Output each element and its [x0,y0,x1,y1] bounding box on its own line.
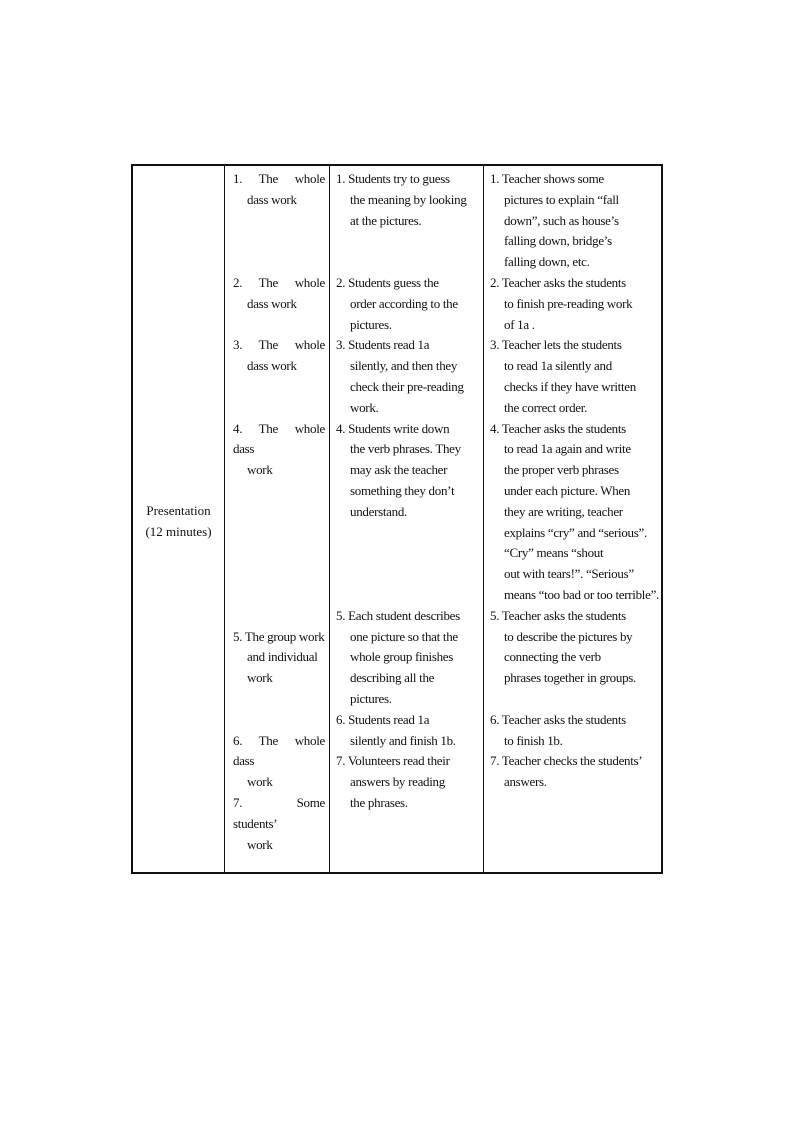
cell-line: dass work [247,295,297,311]
cell-line: the proper verb phrases [504,462,619,478]
cell-line: to describe the pictures by [504,628,633,644]
cell-line: the correct order. [504,399,588,415]
cell-line [233,252,325,273]
cell-line: something they don’t [350,482,455,498]
cell-line: they are writing, teacher [504,503,623,519]
cell-line: falling down, bridge’s [504,233,612,249]
cell-line [233,398,325,419]
cell-line: down”, such as house’s [504,212,619,228]
cell-line [233,377,325,398]
cell-line [336,543,479,564]
cell-line: 1. The whole [233,171,325,186]
cell-line: dass work [247,358,297,374]
cell-line [336,523,479,544]
cell-line: 6. Students read 1a [336,711,430,727]
cell-line: out with tears!”. “Serious” [504,566,634,582]
cell-line: falling down, etc. [504,254,590,270]
cell-line: 1. Students try to guess [336,171,450,186]
cell-line: 5. The group work [233,628,325,644]
cell-line: to finish 1b. [504,732,563,748]
cell-line [233,564,325,585]
cell-line: 3. The whole [233,337,325,353]
cell-line: at the pictures. [350,212,422,228]
stage-column [133,166,224,872]
cell-line: 4. Students write down [336,420,450,436]
cell-line: 7. Teacher checks the students’ [490,753,643,769]
cell-line: checks if they have written [504,378,636,394]
cell-line: 4. Teacher asks the students [490,420,626,436]
cell-line [336,585,479,606]
cell-line: pictures. [350,690,392,706]
cell-line: 5. Teacher asks the students [490,607,626,623]
cell-line [233,523,325,544]
student-activities-lines [336,169,479,814]
cell-line: means “too bad or too terrible”. [504,586,660,602]
cell-line: phrases together in groups. [504,670,636,686]
cell-line: 7. Volunteers read their [336,753,450,769]
cell-line: understand. [350,503,407,519]
cell-line: whole group finishes [350,649,454,665]
cell-line: work. [350,399,379,415]
cell-line: under each picture. When [504,482,631,498]
cell-line: answers by reading [350,774,445,790]
cell-line: silently, and then they [350,358,458,374]
cell-line: pictures to explain “fall [504,191,619,207]
cell-line: explains “cry” and “serious”. [504,524,647,540]
cell-line: to finish pre-reading work [504,295,633,311]
cell-line: one picture so that the [350,628,458,644]
cell-line [336,564,479,585]
cell-line: 1. Teacher shows some [490,171,604,186]
cell-line: 3. Teacher lets the students [490,337,622,353]
teacher-activities-column [483,166,663,872]
cell-line: dass [233,441,255,457]
cell-line: silently and finish 1b. [350,732,456,748]
cell-line: order according to the [350,295,458,311]
cell-line: work [247,836,273,852]
cell-line: 5. Each student describes [336,607,460,623]
lesson-plan-table [131,164,663,874]
cell-line: 2. The whole [233,274,325,290]
cell-line [490,689,658,710]
cell-line: 2. Teacher asks the students [490,274,626,290]
cell-line: “Cry” means “shout [504,545,604,561]
cell-line: 6. Teacher asks the students [490,711,626,727]
cell-line: work [247,774,273,790]
cell-line: of 1a . [504,316,535,332]
cell-line [233,543,325,564]
cell-line: work [247,670,273,686]
cell-line: the meaning by looking [350,191,467,207]
cell-line [233,502,325,523]
cell-line: students’ [233,815,278,831]
cell-line: to read 1a again and write [504,441,631,457]
cell-line: the phrases. [350,794,408,810]
cell-line: and individual [247,649,318,665]
cell-line [336,252,479,273]
stage-name: Presentation [146,503,211,518]
interaction-lines [233,169,325,855]
cell-line [233,231,325,252]
interaction-column [224,166,329,872]
cell-line [233,315,325,336]
cell-line [233,585,325,606]
cell-line: 4. The whole [233,420,325,436]
cell-line: check their pre-reading [350,378,464,394]
cell-line [233,481,325,502]
cell-line: work [247,462,273,478]
stage-duration: (12 minutes) [145,523,212,539]
cell-line: 2. Students guess the [336,274,439,290]
cell-line: describing all the [350,670,435,686]
cell-line: to read 1a silently and [504,358,612,374]
cell-line [233,606,325,627]
cell-line: connecting the verb [504,649,601,665]
cell-line: dass work [247,191,297,207]
cell-line: answers. [504,774,547,790]
cell-line [336,231,479,252]
cell-line: 7. Some [233,794,325,810]
cell-line: the verb phrases. They [350,441,461,457]
stage-cell [133,501,224,543]
cell-line: 6. The whole [233,732,325,748]
cell-line: 3. Students read 1a [336,337,430,353]
cell-line: dass [233,753,255,769]
cell-line [233,211,325,232]
teacher-activities-lines [490,169,658,793]
cell-line: pictures. [350,316,392,332]
cell-line [233,710,325,731]
cell-line [233,689,325,710]
cell-line: may ask the teacher [350,462,448,478]
student-activities-column [329,166,483,872]
